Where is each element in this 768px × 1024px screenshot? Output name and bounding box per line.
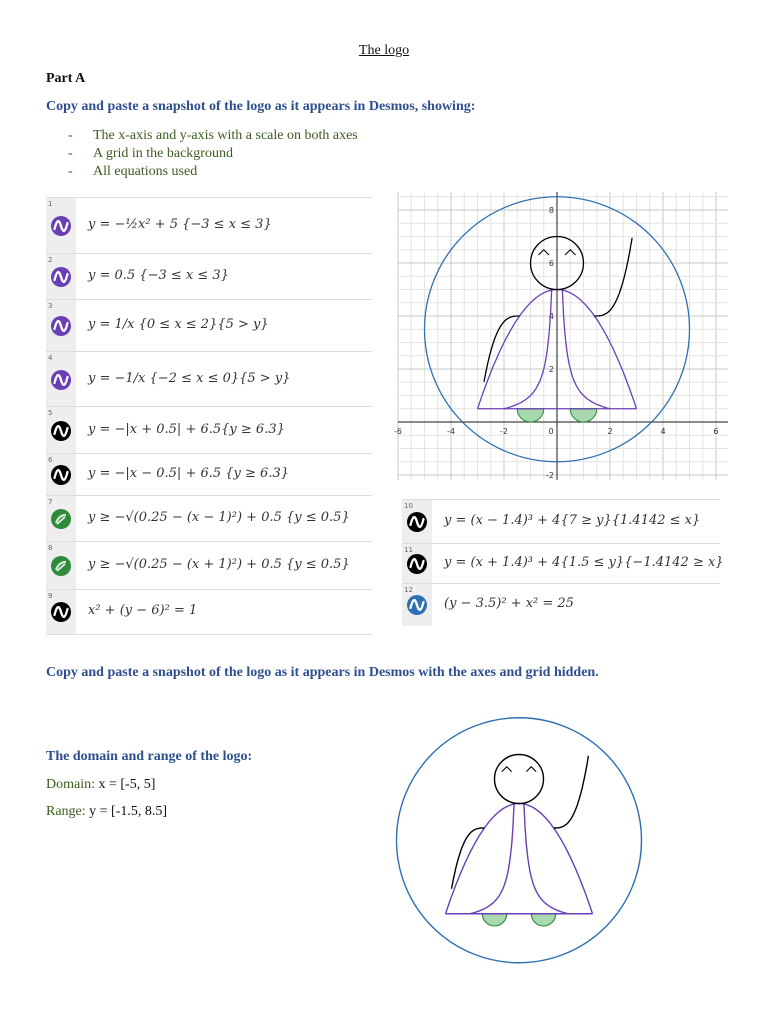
equation-expression[interactable]: y = 0.5 {−3 ≤ x ≤ 3} (88, 268, 229, 283)
x-tick-label: 0 (548, 427, 554, 436)
row-number: 3 (48, 302, 53, 310)
equation-expression[interactable]: (y − 3.5)² + x² = 25 (444, 596, 574, 611)
graph-toggle-icon[interactable] (406, 553, 428, 575)
equation-row[interactable] (46, 197, 372, 254)
equation-expression[interactable]: y = (x + 1.4)³ + 4{1.5 ≤ y}{−1.4142 ≥ x} (444, 555, 724, 570)
row-number: 7 (48, 498, 53, 506)
graph-toggle-icon[interactable] (406, 594, 428, 616)
graph-background (398, 192, 728, 480)
graph-toggle-icon[interactable] (50, 555, 72, 577)
desmos-graph (394, 192, 728, 480)
equation-expression[interactable]: y ≥ −√(0.25 − (x + 1)²) + 0.5 {y ≤ 0.5} (88, 557, 350, 572)
y-tick-label: 8 (548, 206, 554, 215)
instruction-heading: Copy and paste a snapshot of the logo as it appears in Desmos, showing: (46, 99, 476, 114)
domain-range-heading: The domain and range of the logo: (46, 749, 253, 764)
logo-image (368, 722, 670, 984)
row-number: 11 (404, 546, 413, 554)
y-tick-label: 6 (548, 259, 554, 268)
graph-toggle-icon[interactable] (50, 266, 72, 288)
row-number: 10 (404, 502, 413, 510)
row-gutter (46, 352, 76, 407)
equation-expression[interactable]: x² + (y − 6)² = 1 (88, 603, 198, 618)
list-item: - All equations used (68, 164, 198, 179)
row-gutter (46, 300, 76, 352)
part-heading: Part A (46, 71, 86, 86)
equation-row[interactable] (46, 453, 372, 496)
x-tick-label: 2 (607, 427, 613, 436)
graph-toggle-icon[interactable] (50, 601, 72, 623)
equation-row[interactable] (46, 253, 372, 300)
graph-toggle-icon[interactable] (406, 511, 428, 533)
y-tick-label: 2 (548, 365, 554, 374)
equation-expression[interactable]: y = −|x + 0.5| + 6.5{y ≥ 6.3} (88, 421, 285, 437)
row-gutter (46, 542, 76, 590)
row-number: 8 (48, 544, 53, 552)
equation-row[interactable] (46, 299, 372, 352)
x-tick-label: 6 (713, 427, 719, 436)
graph-toggle-icon[interactable] (50, 369, 72, 391)
row-number: 1 (48, 200, 53, 208)
y-tick-label: -2 (546, 471, 554, 480)
row-gutter (46, 496, 76, 542)
graph-toggle-icon[interactable] (50, 215, 72, 237)
equation-row[interactable] (46, 541, 372, 590)
equation-row[interactable] (402, 499, 720, 544)
x-tick-label: -4 (447, 427, 455, 436)
equation-expression[interactable]: y = −|x − 0.5| + 6.5 {y ≥ 6.3} (88, 466, 289, 481)
document-title: The logo (358, 43, 410, 58)
list-item: - The x-axis and y-axis with a scale on both axes (68, 128, 358, 143)
equation-row[interactable] (46, 351, 372, 407)
equation-row[interactable] (46, 589, 372, 635)
x-tick-label: -6 (394, 427, 402, 436)
row-number: 4 (48, 354, 53, 362)
row-gutter (46, 198, 76, 254)
equation-expression[interactable]: y = 1/x {0 ≤ x ≤ 2}{5 > y} (88, 317, 269, 332)
row-gutter (402, 584, 432, 626)
x-tick-label: -2 (500, 427, 508, 436)
row-gutter (402, 500, 432, 544)
y-tick-label: 4 (548, 312, 554, 321)
row-gutter (46, 254, 76, 300)
instruction-heading-2: Copy and paste a snapshot of the logo as it appears in Desmos with the axes and grid hidden. (46, 665, 599, 680)
equation-expression[interactable]: y = −½x² + 5 {−3 ≤ x ≤ 3} (88, 217, 272, 232)
equation-row[interactable] (46, 406, 372, 454)
row-number: 12 (404, 586, 413, 594)
row-gutter (46, 407, 76, 454)
requirements-list (68, 127, 358, 181)
row-gutter (46, 454, 76, 496)
domain-line: Domain: x = [-5, 5] (46, 777, 156, 792)
equation-expression[interactable]: y = (x − 1.4)³ + 4{7 ≥ y}{1.4142 ≤ x} (444, 513, 701, 528)
row-number: 9 (48, 592, 53, 600)
row-gutter (402, 544, 432, 584)
graph-toggle-icon[interactable] (50, 508, 72, 530)
row-number: 2 (48, 256, 53, 264)
logo-background (368, 722, 670, 984)
x-tick-label: 4 (660, 427, 666, 436)
equation-list-2 (402, 499, 724, 625)
row-gutter (46, 590, 76, 634)
equation-row[interactable] (46, 495, 372, 542)
graph-toggle-icon[interactable] (50, 420, 72, 442)
equation-row[interactable] (402, 543, 724, 584)
range-line: Range: y = [-1.5, 8.5] (46, 804, 168, 819)
equation-list (46, 197, 372, 633)
graph-toggle-icon[interactable] (50, 315, 72, 337)
list-item: - A grid in the background (68, 146, 233, 161)
row-number: 5 (48, 409, 53, 417)
equation-row[interactable] (402, 583, 720, 626)
equation-expression[interactable]: y = −1/x {−2 ≤ x ≤ 0}{5 > y} (88, 370, 291, 386)
graph-toggle-icon[interactable] (50, 464, 72, 486)
row-number: 6 (48, 456, 53, 464)
equation-expression[interactable]: y ≥ −√(0.25 − (x − 1)²) + 0.5 {y ≤ 0.5} (88, 510, 350, 525)
